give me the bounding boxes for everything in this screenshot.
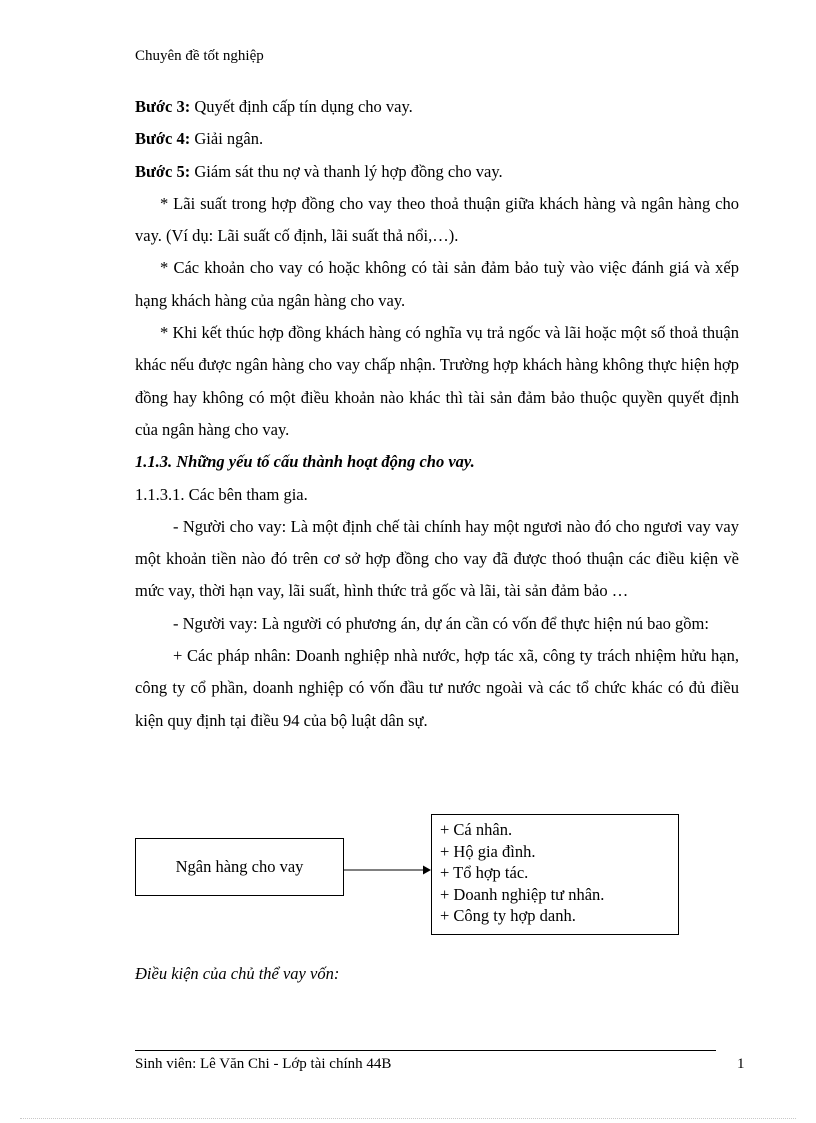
paragraph-legal-entities: + Các pháp nhân: Doanh nghiệp nhà nước, hợp tác xã, công ty trách nhiệm hửu hạn, công ty cổ phần, doanh nghiệp có vốn đầu tư nước ngoài và các tổ chức khác có đủ điều kiện quy định tại điều 94 của bộ luật dân sự. (135, 646, 739, 730)
step-text: Giám sát thu nợ và thanh lý hợp đồng cho vay. (190, 161, 503, 181)
step-text: Quyết định cấp tín dụng cho vay. (190, 97, 413, 116)
section-heading: 1.1.3. Những yếu tố cấu thành hoạt động cho vay. (135, 452, 475, 472)
step-label: Bước 4: (135, 129, 191, 149)
borrower-item: + Hộ gia đình. (440, 841, 536, 861)
footer-divider (135, 1050, 716, 1051)
page-boundary (20, 1118, 796, 1119)
step-label: Bước 3: (135, 97, 191, 116)
borrower-item: + Tổ hợp tác. (440, 863, 529, 882)
borrower-item: + Công ty hợp danh. (440, 906, 576, 925)
subsection-heading: 1.1.3.1. Các bên tham gia. (135, 484, 308, 504)
document-body (135, 91, 739, 737)
borrower-item: + Cá nhân. (440, 820, 513, 839)
paragraph-lender: - Người cho vay: Là một định chế tài chính hay một ngươi nào đó cho ngươi vay vay một khoản tiền nào đó trên cơ sở hợp đồng cho vay đã được thoó thuận các điều kiện về mức vay, thời hạn vay, lãi suất, hình thức trả gốc và lãi, tài sản đảm bảo … (135, 516, 739, 601)
note-collateral: * Các khoản cho vay có hoặc không có tài sản đảm bảo tuỳ vào việc đánh giá và xếp hạng khách hàng của ngân hàng cho vay. (135, 258, 739, 310)
step-text: Giải ngân. (190, 129, 264, 149)
page-number: 1 (737, 1056, 745, 1072)
lender-box (135, 838, 344, 896)
conditions-heading: Điều kiện của chủ thể vay vốn: (135, 964, 340, 983)
step-4 (135, 123, 739, 155)
step-3 (135, 91, 739, 123)
page-header: Chuyên đề tốt nghiệp (135, 48, 264, 64)
lender-label: Ngân hàng cho vay (175, 857, 304, 876)
lending-diagram (135, 814, 695, 944)
borrower-item: + Doanh nghiệp tư nhân. (440, 884, 605, 904)
arrow-icon (344, 864, 431, 876)
step-5 (135, 156, 739, 188)
note-contract-end: * Khi kết thúc hợp đồng khách hàng có nghĩa vụ trả ngốc và lãi hoặc một số thoả thuận khác nếu được ngân hàng cho vay chấp nhận. Trường hợp khách hàng không thực hiện hợp đồng hay không có một điều khoản nào khác thì tài sản đảm bảo thuộc quyền quyết định của ngân hàng cho vay. (135, 323, 739, 439)
footer-student: Sinh viên: Lê Văn Chi - Lớp tài chính 44B (135, 1056, 392, 1072)
note-interest-rate: * Lãi suất trong hợp đồng cho vay theo thoả thuận giữa khách hàng và ngân hàng cho vay. (Ví dụ: Lãi suất cố định, lãi suất thả nổi,…). (135, 193, 739, 246)
borrower-box (431, 814, 679, 935)
paragraph-borrower: - Người vay: Là người có phương án, dự án cần có vốn để thực hiện nú bao gồm: (173, 613, 709, 633)
step-label: Bước 5: (135, 161, 191, 181)
